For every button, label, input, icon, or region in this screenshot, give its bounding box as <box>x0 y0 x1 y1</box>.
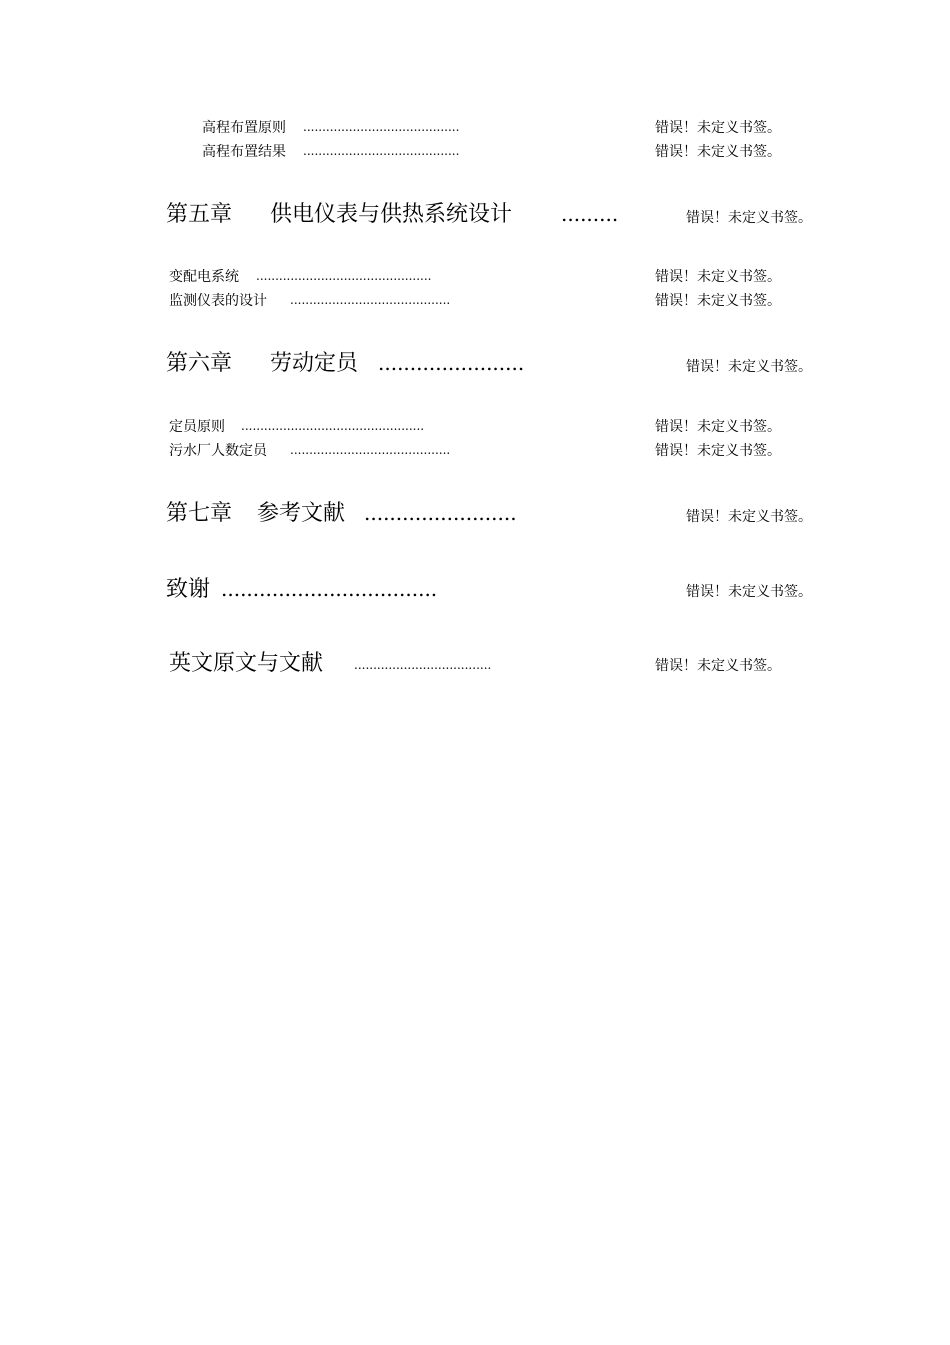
chapter-title: 供电仪表与供热系统设计 <box>270 202 513 227</box>
toc-leader-dots: ....................... <box>378 351 525 375</box>
toc-page-ref: 错误！未定义书签。 <box>655 144 781 160</box>
toc-entry-title: 监测仪表的设计 <box>169 293 267 309</box>
toc-entry-title: 定员原则 <box>169 419 225 435</box>
toc-leader-dots: ........................ <box>364 501 517 525</box>
chapter-title: 劳动定员 <box>270 351 359 376</box>
toc-leader-dots: ......................................... <box>303 120 460 134</box>
toc-leader-dots: .................................... <box>354 658 492 672</box>
chapter-title: 参考文献 <box>257 501 346 526</box>
toc-leader-dots: ......... <box>561 202 619 226</box>
chapter-number: 第六章 <box>166 351 233 376</box>
toc-leader-dots: .................................. <box>221 577 438 601</box>
toc-page-ref: 错误！未定义书签。 <box>655 658 781 674</box>
toc-page-ref: 错误！未定义书签。 <box>655 120 781 136</box>
toc-leader-dots: .......................................... <box>290 443 451 457</box>
toc-page-ref: 错误！未定义书签。 <box>686 359 812 375</box>
toc-page-ref: 错误！未定义书签。 <box>655 293 781 309</box>
toc-leader-dots: .......................................... <box>290 293 451 307</box>
toc-page-ref: 错误！未定义书签。 <box>655 443 781 459</box>
toc-page-ref: 错误！未定义书签。 <box>655 269 781 285</box>
toc-leader-dots: ................................................ <box>241 419 425 433</box>
chapter-number: 第七章 <box>166 501 233 526</box>
chapter-title: 英文原文与文献 <box>169 651 324 676</box>
toc-page-ref: 错误！未定义书签。 <box>686 509 812 525</box>
toc-page-ref: 错误！未定义书签。 <box>655 419 781 435</box>
toc-leader-dots: .............................................. <box>256 269 432 283</box>
toc-entry-title: 高程布置结果 <box>202 144 286 160</box>
toc-leader-dots: ......................................... <box>303 144 460 158</box>
toc-entry-title: 污水厂人数定员 <box>169 443 267 459</box>
toc-page-ref: 错误！未定义书签。 <box>686 584 812 600</box>
toc-entry-title: 高程布置原则 <box>202 120 286 136</box>
toc-page-ref: 错误！未定义书签。 <box>686 210 812 226</box>
toc-entry-title: 变配电系统 <box>169 269 239 285</box>
chapter-title: 致谢 <box>166 577 211 602</box>
chapter-number: 第五章 <box>166 202 233 227</box>
